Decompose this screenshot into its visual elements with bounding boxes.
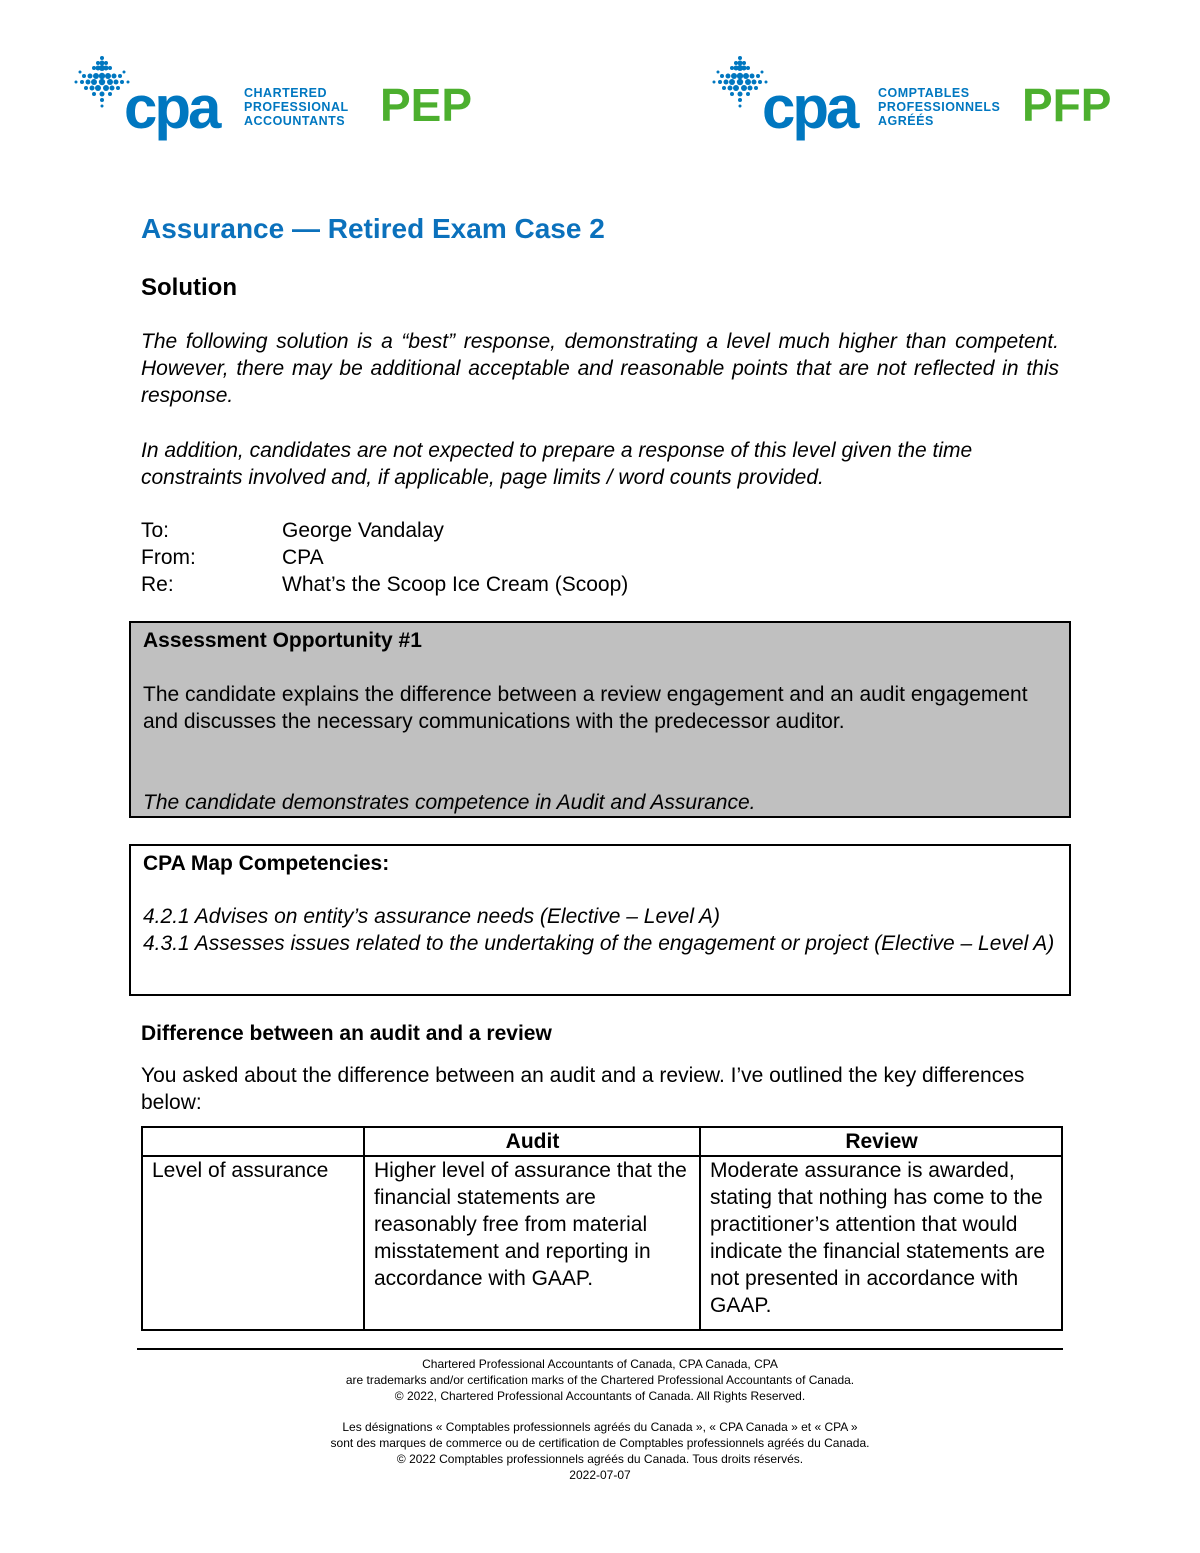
assessment-opportunity-box <box>129 621 1071 818</box>
table-cell-review: Moderate assurance is awarded, stating that nothing has come to the practitioner’s attention that would indicate the financial statements are not presented in accordance with GAAP. <box>700 1156 1062 1330</box>
page-title: Assurance — Retired Exam Case 2 <box>141 213 605 244</box>
logo-subtitle: COMPTABLES PROFESSIONNELS AGRÉÉS <box>878 86 1001 128</box>
table-header-cell: Review <box>700 1127 1062 1156</box>
memo-to <box>141 517 444 544</box>
program-label: PFP <box>1022 79 1112 131</box>
footer-line: sont des marques de commerce ou de certification de Comptables professionnels agréés du Canada. <box>330 1436 870 1450</box>
footer-divider <box>137 1348 1063 1350</box>
footer-date: 2022-07-07 <box>569 1468 631 1482</box>
memo-value: What’s the Scoop Ice Cream (Scoop) <box>282 573 629 596</box>
assessment-competence: The candidate demonstrates competence in Audit and Assurance. <box>143 791 756 814</box>
footer-line: Chartered Professional Accountants of Canada, CPA Canada, CPA <box>422 1357 778 1371</box>
table-header-cell: Audit <box>364 1127 700 1156</box>
cpa-wordmark: cpa <box>762 74 857 141</box>
table-header-cell <box>142 1127 364 1156</box>
memo-label: To: <box>141 519 170 542</box>
table-row <box>142 1156 1062 1330</box>
memo-label: From: <box>141 546 196 569</box>
memo-from <box>141 544 324 571</box>
maple-leaf-icon <box>710 52 770 114</box>
program-label: PEP <box>380 79 473 131</box>
map-heading: CPA Map Competencies: <box>143 852 390 875</box>
assessment-heading: Assessment Opportunity #1 <box>143 629 422 652</box>
assessment-text: The candidate explains the difference between a review engagement and an audit engagement and discusses the necessary communications with the predecessor auditor. <box>143 683 1028 733</box>
footer-line: Les désignations « Comptables professionnels agréés du Canada », « CPA Canada » et « CPA » <box>342 1420 858 1434</box>
memo-label: Re: <box>141 573 174 596</box>
memo-value: CPA <box>282 546 324 569</box>
map-item: 4.3.1 Assesses issues related to the undertaking of the engagement or project (Elective – Level A) <box>143 932 1055 955</box>
section-heading: Difference between an audit and a review <box>141 1022 552 1045</box>
maple-leaf-icon <box>72 52 132 114</box>
footer <box>137 1356 1063 1483</box>
intro-paragraph-2: In addition, candidates are not expected to prepare a response of this level given the time constraints involved and, if applicable, page limits / word counts provided. <box>141 439 973 489</box>
map-competencies-box <box>129 844 1071 996</box>
intro-paragraph-1: The following solution is a “best” response, demonstrating a level much higher than competent. However, there may be additional acceptable and reasonable points that are not reflected in this response. <box>141 330 1059 407</box>
memo-value: George Vandalay <box>282 519 444 542</box>
footer-line: are trademarks and/or certification marks of the Chartered Professional Accountants of Canada. <box>345 1373 855 1387</box>
table-cell-label: Level of assurance <box>142 1156 364 1330</box>
logo-subtitle: CHARTERED PROFESSIONAL ACCOUNTANTS <box>244 86 349 128</box>
table-header-row <box>142 1127 1062 1156</box>
section-text: You asked about the difference between an audit and a review. I’ve outlined the key differences below: <box>141 1064 1025 1114</box>
footer-line: © 2022, Chartered Professional Accountants of Canada. All Rights Reserved. <box>394 1389 806 1403</box>
section-subtitle: Solution <box>141 274 237 301</box>
footer-line: © 2022 Comptables professionnels agréés du Canada. Tous droits réservés. <box>396 1452 804 1466</box>
memo-re <box>141 571 628 598</box>
map-item: 4.2.1 Advises on entity’s assurance needs (Elective – Level A) <box>143 905 721 928</box>
cpa-wordmark: cpa <box>124 74 219 141</box>
table-cell-audit: Higher level of assurance that the financial statements are reasonably free from material misstatement and reporting in accordance with GAAP. <box>364 1156 700 1330</box>
cpa-logo-english <box>72 52 492 142</box>
comparison-table <box>141 1126 1063 1331</box>
cpa-logo-french <box>710 52 1130 142</box>
